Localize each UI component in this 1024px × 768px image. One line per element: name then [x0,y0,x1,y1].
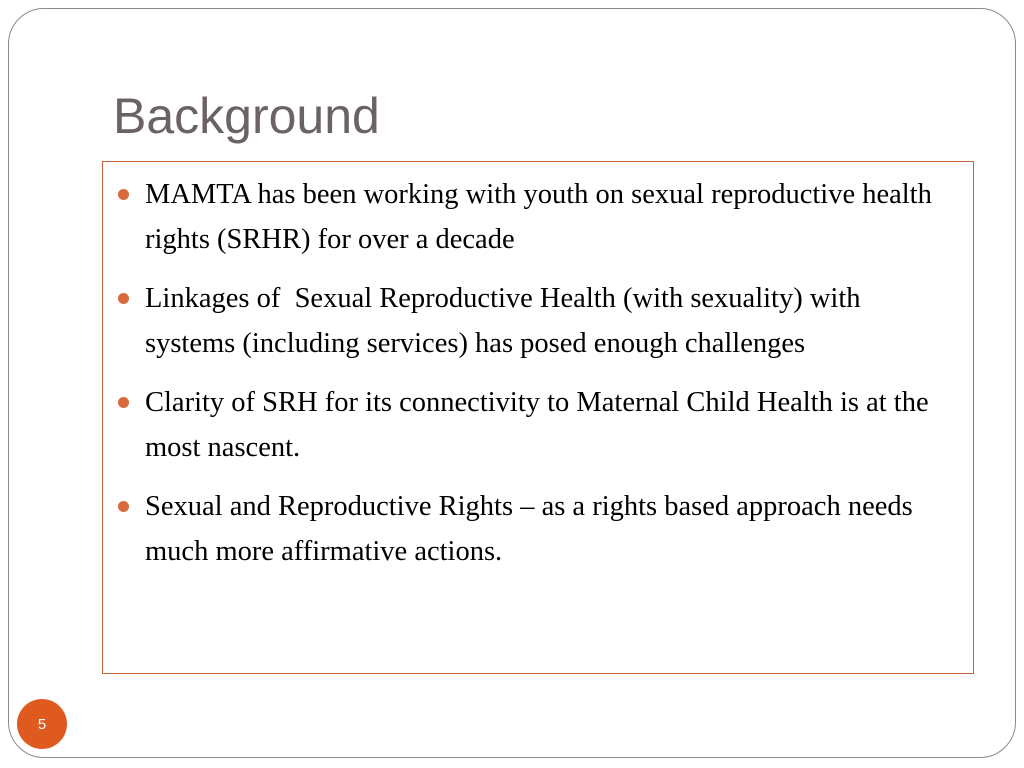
bullet-list [103,162,973,574]
bullet-item [117,380,955,470]
bullet-item [117,276,955,366]
bullet-dot-icon [118,189,129,200]
bullet-dot-icon [118,501,129,512]
page-number: 5 [37,715,47,733]
bullet-item [117,172,955,262]
bullet-item [117,484,955,574]
bullet-text: Linkages of Sexual Reproductive Health (with sexuality) with systems (including services) has posed enough challenges [145,283,868,359]
page-number-badge [17,699,67,749]
slide-title: Background [113,88,380,144]
bullet-text: Clarity of SRH for its connectivity to Maternal Child Health is at the most nascent. [145,387,929,463]
bullet-text: Sexual and Reproductive Rights – as a rights based approach needs much more affirmative actions. [145,491,913,567]
bullet-dot-icon [118,397,129,408]
content-box [102,161,974,674]
bullet-text: MAMTA has been working with youth on sexual reproductive health rights (SRHR) for over a decade [145,179,932,255]
bullet-dot-icon [118,293,129,304]
